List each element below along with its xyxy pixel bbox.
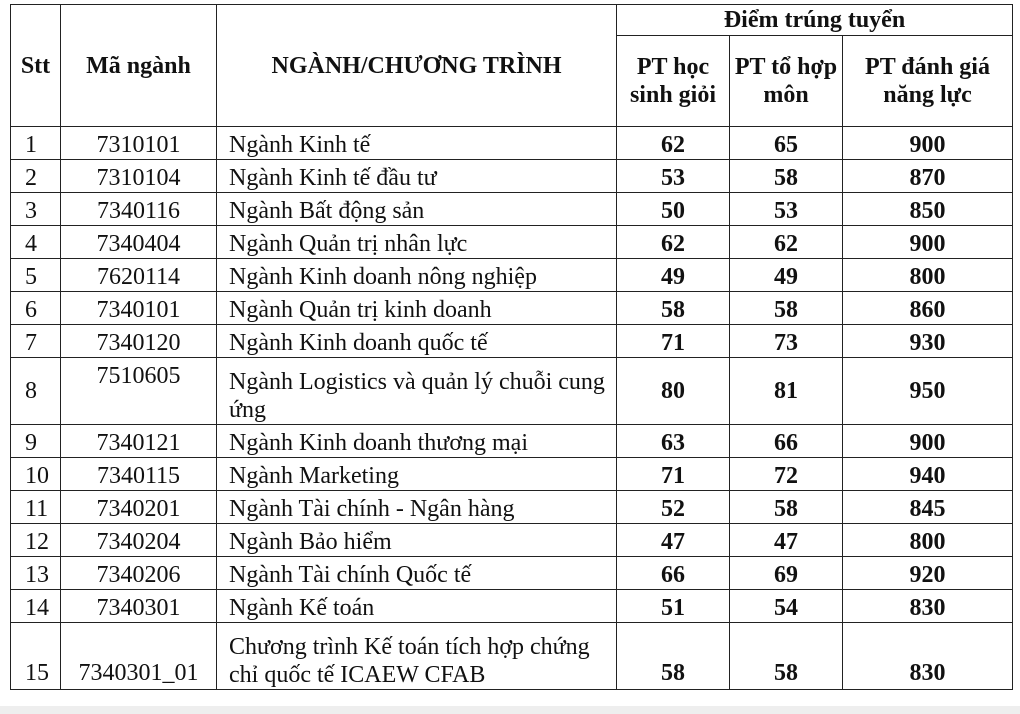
cell-stt: 4 (11, 226, 61, 259)
header-stt: Stt (11, 5, 61, 127)
cell-ma-nganh: 7340201 (61, 491, 217, 524)
bottom-edge (0, 706, 1020, 714)
cell-ma-nganh: 7510605 (61, 358, 217, 425)
cell-stt: 7 (11, 325, 61, 358)
table-row (11, 193, 1013, 226)
table-row (11, 259, 1013, 292)
cell-nganh: Ngành Marketing (217, 458, 617, 491)
cell-pt-hoc-sinh-gioi: 71 (617, 458, 730, 491)
header-pt-hoc-sinh-gioi: PT học sinh giỏi (617, 36, 730, 127)
cell-stt: 1 (11, 127, 61, 160)
table-row (11, 590, 1013, 623)
cell-nganh: Ngành Quản trị kinh doanh (217, 292, 617, 325)
cell-pt-hoc-sinh-gioi: 71 (617, 325, 730, 358)
cell-pt-danh-gia-nang-luc: 920 (843, 557, 1013, 590)
cell-nganh: Ngành Kinh tế đầu tư (217, 160, 617, 193)
cell-pt-danh-gia-nang-luc: 850 (843, 193, 1013, 226)
cell-ma-nganh: 7310101 (61, 127, 217, 160)
table-row (11, 160, 1013, 193)
cell-pt-to-hop-mon: 58 (730, 160, 843, 193)
cell-pt-to-hop-mon: 62 (730, 226, 843, 259)
cell-pt-hoc-sinh-gioi: 63 (617, 425, 730, 458)
cell-ma-nganh: 7340116 (61, 193, 217, 226)
table-row (11, 127, 1013, 160)
cell-pt-danh-gia-nang-luc: 830 (843, 623, 1013, 690)
cell-pt-hoc-sinh-gioi: 58 (617, 292, 730, 325)
table-header (11, 5, 1013, 127)
cell-stt: 8 (11, 358, 61, 425)
cell-nganh: Ngành Quản trị nhân lực (217, 226, 617, 259)
cell-stt: 12 (11, 524, 61, 557)
cell-ma-nganh: 7340101 (61, 292, 217, 325)
cell-nganh: Ngành Logistics và quản lý chuỗi cung ứng (217, 358, 617, 425)
cell-ma-nganh: 7340120 (61, 325, 217, 358)
cell-pt-hoc-sinh-gioi: 53 (617, 160, 730, 193)
cell-pt-danh-gia-nang-luc: 930 (843, 325, 1013, 358)
cell-stt: 10 (11, 458, 61, 491)
cell-pt-hoc-sinh-gioi: 62 (617, 226, 730, 259)
cell-ma-nganh: 7340301 (61, 590, 217, 623)
cell-ma-nganh: 7620114 (61, 259, 217, 292)
admission-score-table (10, 4, 1013, 690)
cell-stt: 11 (11, 491, 61, 524)
cell-pt-danh-gia-nang-luc: 900 (843, 226, 1013, 259)
cell-pt-to-hop-mon: 66 (730, 425, 843, 458)
cell-pt-hoc-sinh-gioi: 66 (617, 557, 730, 590)
cell-pt-to-hop-mon: 58 (730, 623, 843, 690)
cell-pt-danh-gia-nang-luc: 845 (843, 491, 1013, 524)
table-row (11, 458, 1013, 491)
cell-pt-hoc-sinh-gioi: 49 (617, 259, 730, 292)
cell-pt-to-hop-mon: 53 (730, 193, 843, 226)
cell-stt: 13 (11, 557, 61, 590)
cell-pt-danh-gia-nang-luc: 950 (843, 358, 1013, 425)
table-row (11, 425, 1013, 458)
table-row (11, 325, 1013, 358)
cell-pt-danh-gia-nang-luc: 860 (843, 292, 1013, 325)
header-nganh: NGÀNH/CHƯƠNG TRÌNH (217, 5, 617, 127)
cell-pt-to-hop-mon: 58 (730, 292, 843, 325)
cell-pt-danh-gia-nang-luc: 940 (843, 458, 1013, 491)
header-pt-to-hop-mon: PT tổ hợp môn (730, 36, 843, 127)
cell-stt: 6 (11, 292, 61, 325)
cell-pt-hoc-sinh-gioi: 52 (617, 491, 730, 524)
cell-ma-nganh: 7340206 (61, 557, 217, 590)
cell-pt-danh-gia-nang-luc: 800 (843, 259, 1013, 292)
cell-ma-nganh: 7340301_01 (61, 623, 217, 690)
cell-nganh: Ngành Tài chính Quốc tế (217, 557, 617, 590)
cell-pt-hoc-sinh-gioi: 51 (617, 590, 730, 623)
cell-ma-nganh: 7340204 (61, 524, 217, 557)
cell-nganh: Ngành Kinh doanh quốc tế (217, 325, 617, 358)
cell-nganh: Ngành Tài chính - Ngân hàng (217, 491, 617, 524)
cell-pt-danh-gia-nang-luc: 870 (843, 160, 1013, 193)
cell-stt: 9 (11, 425, 61, 458)
header-pt-danh-gia-nang-luc: PT đánh giá năng lực (843, 36, 1013, 127)
cell-nganh: Ngành Kinh doanh thương mại (217, 425, 617, 458)
cell-stt: 3 (11, 193, 61, 226)
cell-ma-nganh: 7340121 (61, 425, 217, 458)
cell-pt-hoc-sinh-gioi: 50 (617, 193, 730, 226)
cell-pt-hoc-sinh-gioi: 80 (617, 358, 730, 425)
cell-stt: 14 (11, 590, 61, 623)
cell-pt-to-hop-mon: 69 (730, 557, 843, 590)
table-row (11, 358, 1013, 425)
table-row (11, 623, 1013, 690)
cell-pt-to-hop-mon: 73 (730, 325, 843, 358)
cell-pt-danh-gia-nang-luc: 800 (843, 524, 1013, 557)
cell-pt-to-hop-mon: 54 (730, 590, 843, 623)
cell-nganh: Ngành Bất động sản (217, 193, 617, 226)
cell-pt-to-hop-mon: 47 (730, 524, 843, 557)
cell-pt-danh-gia-nang-luc: 830 (843, 590, 1013, 623)
cell-nganh: Chương trình Kế toán tích hợp chứng chỉ quốc tế ICAEW CFAB (217, 623, 617, 690)
cell-nganh: Ngành Bảo hiểm (217, 524, 617, 557)
cell-stt: 15 (11, 623, 61, 690)
table-body (11, 127, 1013, 690)
header-diem-trung-tuyen: Điểm trúng tuyển (617, 5, 1013, 36)
cell-ma-nganh: 7310104 (61, 160, 217, 193)
cell-pt-danh-gia-nang-luc: 900 (843, 127, 1013, 160)
table-row (11, 491, 1013, 524)
header-ma-nganh: Mã ngành (61, 5, 217, 127)
cell-pt-to-hop-mon: 65 (730, 127, 843, 160)
table-row (11, 292, 1013, 325)
cell-pt-hoc-sinh-gioi: 47 (617, 524, 730, 557)
cell-nganh: Ngành Kinh doanh nông nghiệp (217, 259, 617, 292)
cell-pt-to-hop-mon: 49 (730, 259, 843, 292)
cell-nganh: Ngành Kinh tế (217, 127, 617, 160)
cell-stt: 2 (11, 160, 61, 193)
table-row (11, 226, 1013, 259)
cell-ma-nganh: 7340404 (61, 226, 217, 259)
cell-pt-to-hop-mon: 58 (730, 491, 843, 524)
cell-pt-to-hop-mon: 72 (730, 458, 843, 491)
cell-stt: 5 (11, 259, 61, 292)
cell-pt-hoc-sinh-gioi: 62 (617, 127, 730, 160)
cell-pt-to-hop-mon: 81 (730, 358, 843, 425)
cell-nganh: Ngành Kế toán (217, 590, 617, 623)
table-row (11, 524, 1013, 557)
cell-pt-hoc-sinh-gioi: 58 (617, 623, 730, 690)
cell-pt-danh-gia-nang-luc: 900 (843, 425, 1013, 458)
table-row (11, 557, 1013, 590)
cell-ma-nganh: 7340115 (61, 458, 217, 491)
